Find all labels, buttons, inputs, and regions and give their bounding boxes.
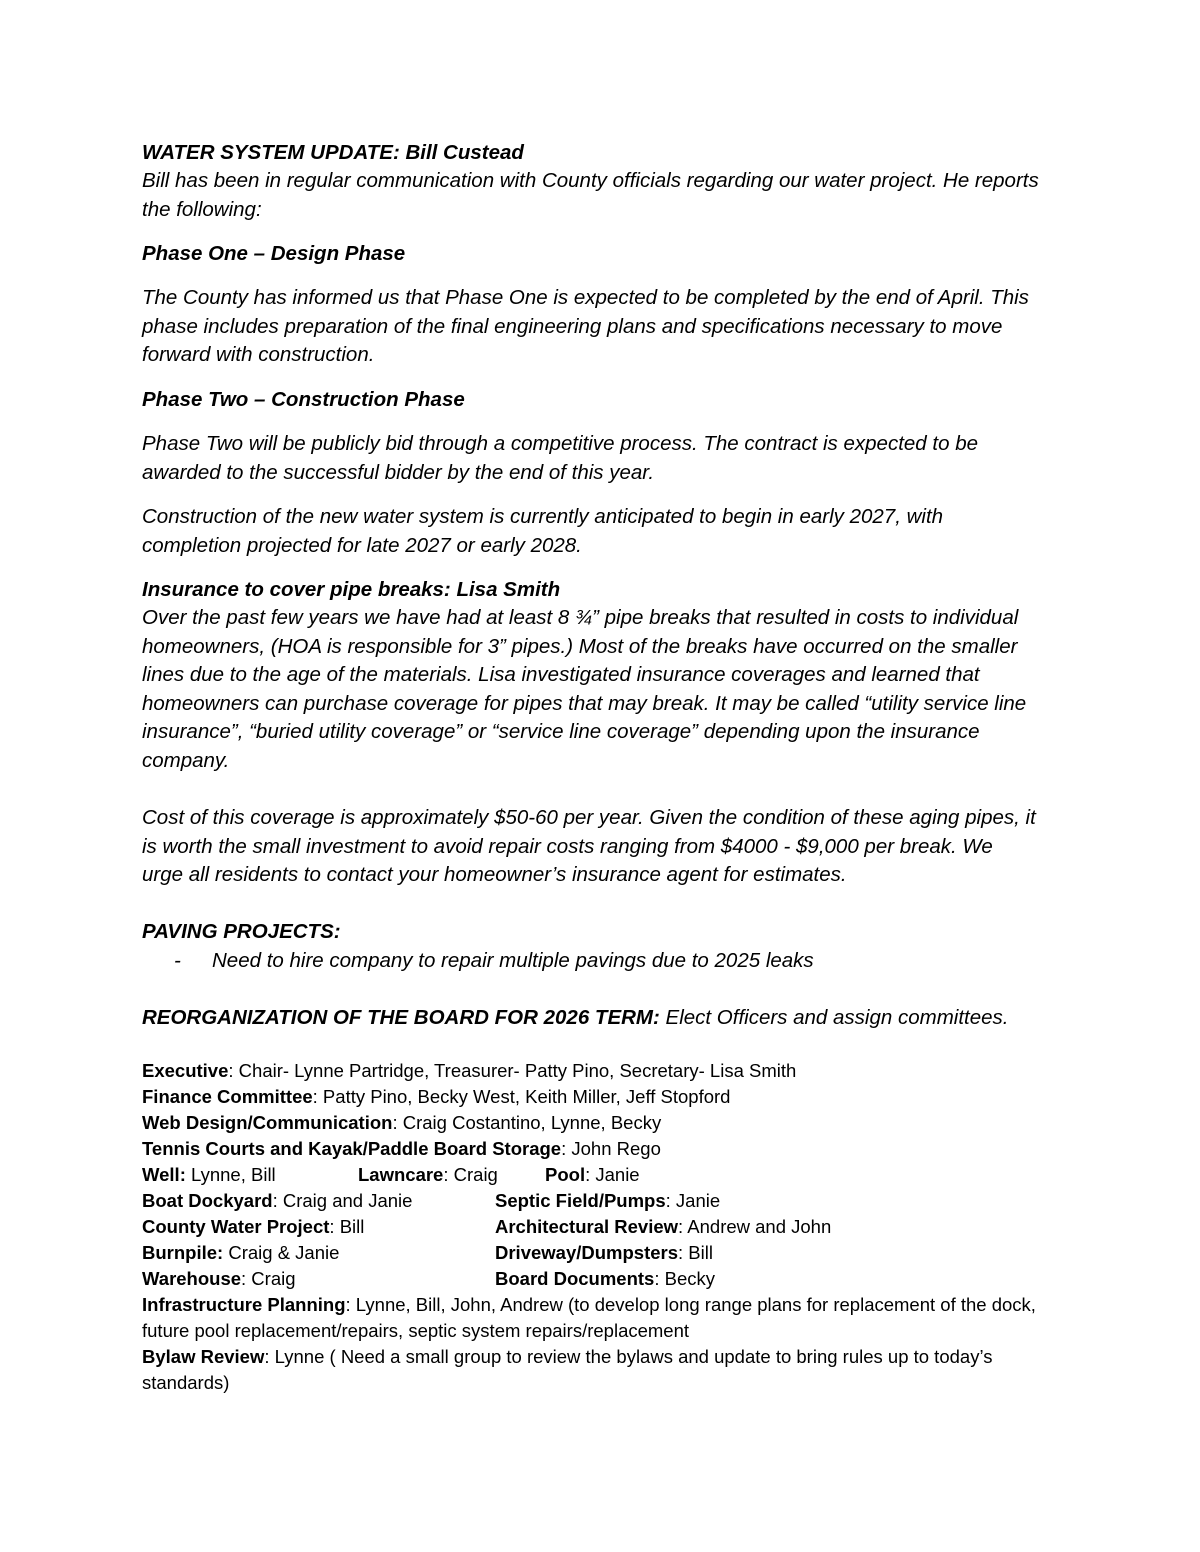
committee-label: Web Design/Communication — [142, 1112, 393, 1133]
reorganization-line — [142, 1004, 1142, 1033]
insurance-paragraph-1: Over the past few years we have had at least 8 ¾” pipe breaks that resulted in costs to individual homeowners, (HOA is responsible for 3” pipes.) Most of the breaks have occurred on the smaller lines due to the age of the materials. Lisa investigated insurance coverages and learned that homeowners can purchase coverage for pipes that may break. It may be called “utility service line insurance”, “buried utility coverage” or “service line coverage” depending upon the insurance company. — [142, 606, 1027, 772]
committee-label: Board Documents — [495, 1268, 655, 1289]
committee-row-burnpile-driveway — [142, 1240, 1142, 1266]
committee-value: Craig & Janie — [223, 1242, 340, 1263]
construction-text: Construction of the new water system is currently anticipated to begin in early 2027, with completion projected for late 2027 or early 2028. — [142, 505, 944, 557]
committee-county-water — [142, 1214, 364, 1240]
committee-septic — [495, 1188, 720, 1214]
insurance-paragraph-2: Cost of this coverage is approximately $50-60 per year. Given the condition of these aging pipes, it is worth the small investment to avoid repair costs ranging from $4000 - $9,000 per break. We urge all residents to contact your homeowner’s insurance agent for estimates. — [142, 806, 1036, 886]
committee-label: Warehouse — [142, 1268, 242, 1289]
committee-executive — [142, 1058, 1142, 1084]
water-system-heading: WATER SYSTEM UPDATE: Bill Custead — [142, 141, 524, 164]
committee-row-county-arch — [142, 1214, 1142, 1240]
committee-burnpile — [142, 1240, 339, 1266]
committee-finance — [142, 1084, 1142, 1110]
committee-web-design — [142, 1110, 1142, 1136]
committee-warehouse — [142, 1266, 296, 1292]
committee-architectural-review — [495, 1214, 831, 1240]
committee-label: Finance Committee — [142, 1086, 313, 1107]
committee-row-warehouse-boarddocs — [142, 1266, 1142, 1292]
committee-value: : Bill — [678, 1242, 713, 1263]
committee-value: Lynne, Bill — [185, 1164, 276, 1185]
insurance-heading: Insurance to cover pipe breaks: Lisa Smith — [142, 578, 561, 601]
paving-heading: PAVING PROJECTS: — [142, 920, 341, 943]
paving-bullet-text: Need to hire company to repair multiple pavings due to 2025 leaks — [212, 949, 814, 972]
committee-value: : Chair- Lynne Partridge, Treasurer- Patty Pino, Secretary- Lisa Smith — [228, 1060, 797, 1081]
phase-one-text: The County has informed us that Phase One is expected to be completed by the end of April. This phase includes preparation of the final engineering plans and specifications necessary to move forward with construction. — [142, 286, 1029, 366]
committee-row-well-lawncare-pool — [142, 1162, 1142, 1188]
committee-label: Pool — [545, 1164, 586, 1185]
committee-value: : Craig Costantino, Lynne, Becky — [392, 1112, 662, 1133]
committee-label: Lawncare — [358, 1164, 444, 1185]
bullet-dash: - — [174, 949, 181, 972]
committee-board-documents — [495, 1266, 715, 1292]
committee-value: : Lynne ( Need a small group to review the bylaws and update to bring rules up to today’s standards) — [142, 1346, 993, 1393]
committee-label: Executive — [142, 1060, 229, 1081]
committee-boat-dockyard — [142, 1188, 412, 1214]
committee-label: Tennis Courts and Kayak/Paddle Board Storage — [142, 1138, 562, 1159]
reorganization-subtext: Elect Officers and assign committees. — [659, 1006, 1009, 1029]
water-system-intro: Bill has been in regular communication with County officials regarding our water project. He reports the following: — [142, 169, 1039, 221]
committee-tennis — [142, 1136, 1142, 1162]
committee-pool — [545, 1162, 640, 1188]
committee-value: : Lynne, Bill, John, Andrew (to develop long range plans for replacement of the dock, future pool replacement/repairs, septic system repairs/replacement — [142, 1294, 1036, 1341]
committee-label: Architectural Review — [495, 1216, 679, 1237]
phase-two-text: Phase Two will be publicly bid through a competitive process. The contract is expected to be awarded to the successful bidder by the end of this year. — [142, 432, 978, 484]
committee-value: : John Rego — [561, 1138, 661, 1159]
committee-value: : Becky — [654, 1268, 715, 1289]
committee-label: Infrastructure Planning — [142, 1294, 346, 1315]
committee-value: : Andrew and John — [678, 1216, 832, 1237]
committee-value: : Craig and Janie — [272, 1190, 413, 1211]
committee-label: Burnpile: — [142, 1242, 224, 1263]
committee-bylaw-review — [142, 1344, 1057, 1396]
committee-value: : Patty Pino, Becky West, Keith Miller, Jeff Stopford — [312, 1086, 731, 1107]
committee-value: : Janie — [665, 1190, 721, 1211]
committee-value: : Bill — [329, 1216, 365, 1237]
committee-label: Driveway/Dumpsters — [495, 1242, 679, 1263]
committee-label: Well: — [142, 1164, 186, 1185]
committee-label: County Water Project — [142, 1216, 330, 1237]
committee-driveway — [495, 1240, 713, 1266]
reorganization-heading: REORGANIZATION OF THE BOARD FOR 2026 TERM: — [142, 1006, 660, 1029]
committee-value: : Janie — [585, 1164, 640, 1185]
committee-value: : Craig — [443, 1164, 498, 1185]
committee-lawncare — [358, 1162, 498, 1188]
committee-row-boat-septic — [142, 1188, 1142, 1214]
committee-value: : Craig — [241, 1268, 296, 1289]
phase-one-heading: Phase One – Design Phase — [142, 242, 406, 265]
phase-two-heading: Phase Two – Construction Phase — [142, 388, 465, 411]
committee-well — [142, 1162, 276, 1188]
committee-infrastructure — [142, 1292, 1052, 1344]
committee-label: Septic Field/Pumps — [495, 1190, 666, 1211]
committee-label: Bylaw Review — [142, 1346, 265, 1367]
committee-label: Boat Dockyard — [142, 1190, 273, 1211]
